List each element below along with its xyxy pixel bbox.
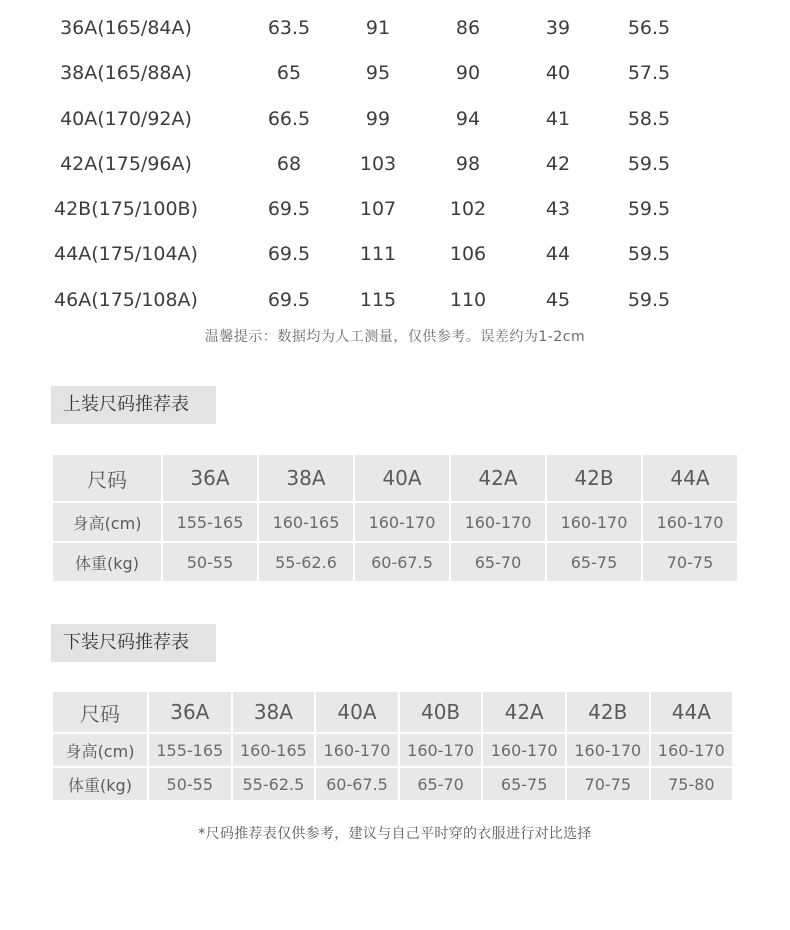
size-header-cell: 38A (233, 692, 315, 732)
table-row (0, 144, 790, 189)
size-header-cell: 36A (149, 692, 231, 732)
size-header-cell: 40B (400, 692, 482, 732)
range-cell: 160-165 (259, 503, 353, 541)
size-label-cell: 42A(175/96A) (60, 152, 192, 175)
row-label-cell: 体重(kg) (53, 768, 147, 800)
measurement-cell: 42 (545, 152, 571, 175)
range-cell: 70-75 (643, 543, 737, 581)
measurement-cell: 110 (449, 288, 487, 311)
measurement-cell: 106 (449, 243, 487, 266)
range-cell: 160-170 (643, 503, 737, 541)
measurement-cell: 68 (276, 152, 302, 175)
row-label-cell: 体重(kg) (53, 543, 161, 581)
range-cell: 160-170 (651, 734, 733, 766)
range-cell: 55-62.5 (233, 768, 315, 800)
measurement-cell: 40 (545, 62, 571, 85)
range-cell: 160-170 (567, 734, 649, 766)
measurement-cell: 59.5 (627, 288, 671, 311)
size-label-cell: 46A(175/108A) (54, 288, 198, 311)
measurement-cell: 115 (359, 288, 397, 311)
table-row (0, 189, 790, 234)
measurement-cell: 41 (545, 107, 571, 130)
measurement-cell: 69.5 (267, 288, 311, 311)
lower-size-chart-title: 下装尺码推荐表 (51, 624, 216, 662)
range-cell: 155-165 (149, 734, 231, 766)
size-measurement-table (0, 8, 790, 325)
size-header-cell: 36A (163, 455, 257, 501)
measurement-cell: 90 (455, 62, 481, 85)
row-label-cell: 身高(cm) (53, 734, 147, 766)
range-cell: 160-170 (483, 734, 565, 766)
range-cell: 160-165 (233, 734, 315, 766)
range-cell: 60-67.5 (355, 543, 449, 581)
lower-size-chart (51, 690, 734, 802)
range-cell: 60-67.5 (316, 768, 398, 800)
table-row (53, 503, 737, 541)
range-cell: 50-55 (149, 768, 231, 800)
measurement-cell: 39 (545, 17, 571, 39)
range-cell: 160-170 (547, 503, 641, 541)
upper-size-chart (51, 453, 739, 583)
size-header-cell: 40A (316, 692, 398, 732)
measurement-cell: 66.5 (267, 107, 311, 130)
range-cell: 160-170 (400, 734, 482, 766)
size-label-cell: 44A(175/104A) (54, 243, 198, 266)
size-header-cell: 42A (483, 692, 565, 732)
size-header-cell: 42B (567, 692, 649, 732)
size-label-cell: 40A(170/92A) (60, 107, 192, 130)
table-row (0, 53, 790, 98)
range-cell: 55-62.6 (259, 543, 353, 581)
range-cell: 160-170 (355, 503, 449, 541)
row-header-cell: 尺码 (53, 455, 161, 501)
size-label-cell: 36A(165/84A) (60, 17, 192, 39)
measurement-cell: 91 (365, 17, 391, 39)
measurement-cell: 58.5 (627, 107, 671, 130)
size-chart-disclaimer: *尺码推荐表仅供参考，建议与自己平时穿的衣服进行对比选择 (198, 826, 592, 842)
range-cell: 70-75 (567, 768, 649, 800)
measurement-cell: 44 (545, 243, 571, 266)
measurement-cell: 102 (449, 198, 487, 221)
measurement-note: 温馨提示：数据均为人工测量，仅供参考。误差约为1-2cm (204, 329, 586, 345)
measurement-cell: 45 (545, 288, 571, 311)
measurement-cell: 94 (455, 107, 481, 130)
measurement-cell: 57.5 (627, 62, 671, 85)
table-row (53, 543, 737, 581)
range-cell: 65-70 (400, 768, 482, 800)
measurement-cell: 99 (365, 107, 391, 130)
size-header-cell: 42B (547, 455, 641, 501)
size-header-cell: 42A (451, 455, 545, 501)
measurement-cell: 65 (276, 62, 302, 85)
range-cell: 65-75 (547, 543, 641, 581)
table-row (53, 768, 732, 800)
size-header-cell: 44A (643, 455, 737, 501)
measurement-cell: 63.5 (267, 17, 311, 39)
range-cell: 155-165 (163, 503, 257, 541)
measurement-cell: 103 (359, 152, 397, 175)
measurement-cell: 59.5 (627, 152, 671, 175)
upper-size-chart-title: 上装尺码推荐表 (51, 386, 216, 424)
measurement-cell: 56.5 (627, 17, 671, 39)
table-row (0, 99, 790, 144)
row-label-cell: 身高(cm) (53, 503, 161, 541)
header-row (53, 692, 732, 732)
size-header-cell: 44A (651, 692, 733, 732)
measurement-cell: 107 (359, 198, 397, 221)
header-row (53, 455, 737, 501)
measurement-cell: 111 (359, 243, 397, 266)
measurement-cell: 59.5 (627, 243, 671, 266)
measurement-cell: 95 (365, 62, 391, 85)
table-row (53, 734, 732, 766)
table-row (0, 234, 790, 279)
measurement-cell: 59.5 (627, 198, 671, 221)
range-cell: 160-170 (316, 734, 398, 766)
range-cell: 50-55 (163, 543, 257, 581)
measurement-cell: 98 (455, 152, 481, 175)
range-cell: 160-170 (451, 503, 545, 541)
measurement-cell: 69.5 (267, 243, 311, 266)
measurement-cell: 43 (545, 198, 571, 221)
table-row (0, 8, 790, 53)
range-cell: 65-70 (451, 543, 545, 581)
measurement-cell: 69.5 (267, 198, 311, 221)
range-cell: 65-75 (483, 768, 565, 800)
size-header-cell: 40A (355, 455, 449, 501)
table-row (0, 280, 790, 325)
size-label-cell: 38A(165/88A) (60, 62, 192, 85)
measurement-cell: 86 (455, 17, 481, 39)
size-header-cell: 38A (259, 455, 353, 501)
range-cell: 75-80 (651, 768, 733, 800)
size-label-cell: 42B(175/100B) (53, 198, 199, 221)
row-header-cell: 尺码 (53, 692, 147, 732)
